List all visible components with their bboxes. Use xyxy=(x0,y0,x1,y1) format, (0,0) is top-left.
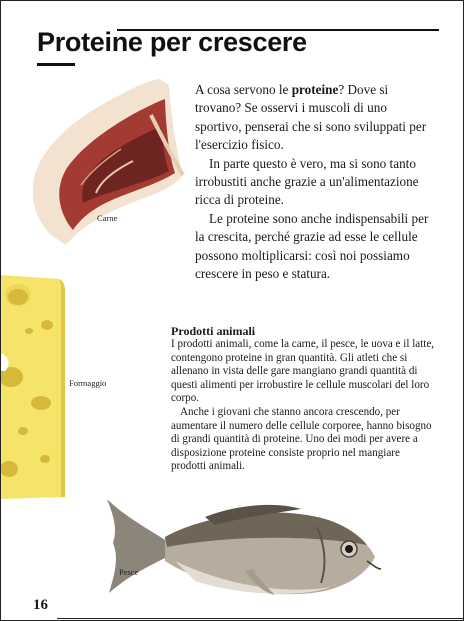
section-paragraph-2: Anche i giovani che stanno ancora crescendo, per aumentare il numero delle cellule corporee, hanno bisogno di grandi quantità di proteine. Uno dei modi per avere a disposizione proteine consiste proprio nel mangiare prodotti animali. xyxy=(171,405,432,473)
footer-rule xyxy=(57,618,463,619)
intro-text xyxy=(195,81,435,283)
meat-caption: Carne xyxy=(97,213,118,223)
intro-paragraph-1: A cosa servono le proteine? Dove si trovano? Se osservi i muscoli di uno sportivo, penserai che si sono sviluppati per l'esercizio fisico. xyxy=(195,82,427,153)
section-paragraph-1: I prodotti animali, come la carne, il pesce, le uova e il latte, contengono proteine in gran quantità. Gli atleti che si allenano in vista delle gare mangiano grandi quantità di questi alimenti per irrobustire le cellule muscolari del loro corpo. xyxy=(171,338,435,405)
section-text xyxy=(171,338,437,474)
title-rule-bottom xyxy=(37,63,75,66)
cheese-caption: Formaggio xyxy=(69,378,107,388)
cheese-illustration xyxy=(1,273,69,503)
page-title: Proteine per crescere xyxy=(37,27,307,57)
page-number: 16 xyxy=(33,597,48,613)
keyword-proteine: proteine xyxy=(291,82,339,97)
fish-caption: Pesce xyxy=(119,567,139,577)
intro-paragraph-2: In parte questo è vero, ma si sono tanto irrobustiti anche grazie a un'alimentazione ricca di proteine. xyxy=(195,155,419,208)
intro-paragraph-3: Le proteine sono anche indispensabili per la crescita, perché grazie ad esse le cellule possono moltiplicarsi: così noi possiamo crescere in peso e statura. xyxy=(195,210,429,282)
section-title: Prodotti animali xyxy=(171,324,256,338)
meat-illustration xyxy=(21,75,191,255)
fish-illustration xyxy=(105,485,385,605)
